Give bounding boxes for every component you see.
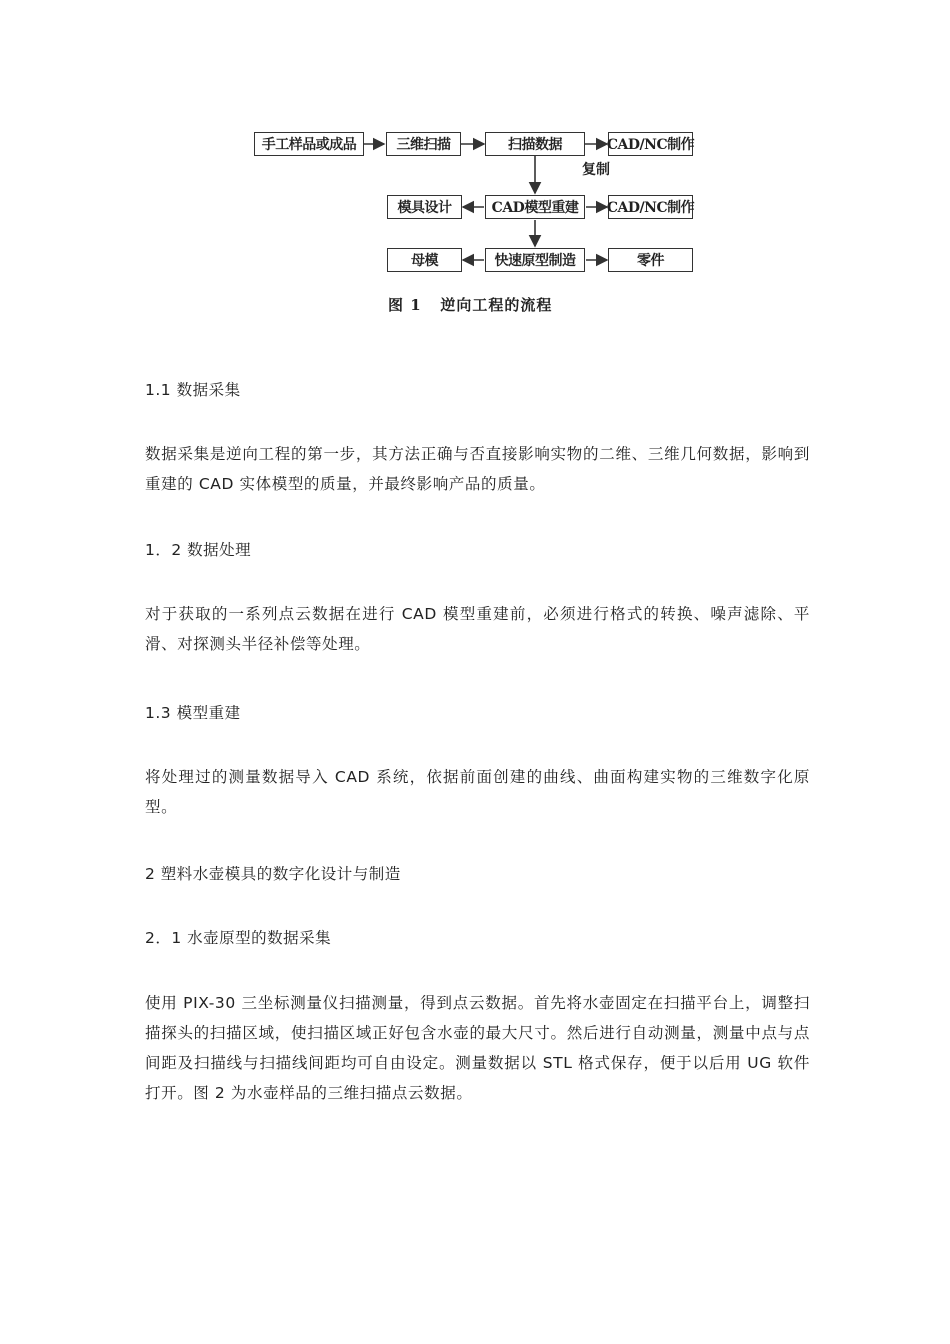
node-cad-rebuild: CAD模型重建	[485, 195, 585, 219]
heading-1-3: 1.3 模型重建	[145, 704, 241, 722]
node-cadnc-top: CAD/NC制作	[608, 132, 693, 156]
heading-1-1: 1.1 数据采集	[145, 381, 241, 399]
flowchart-arrows	[0, 0, 950, 330]
paragraph-kettle-data-collection: 使用 PIX-30 三坐标测量仪扫描测量，得到点云数据。首先将水壶固定在扫描平台上，调整扫描探头的扫描区域，使扫描区域正好包含水壶的最大尺寸。然后进行自动测量，测量中点与点间距及扫描线与扫描线间距均可自由设定。测量数据以 STL 格式保存，便于以后用 UG 软件打开。图 2 为水壶样品的三维扫描点云数据。	[145, 994, 810, 1102]
node-mold-design: 模具设计	[387, 195, 462, 219]
figure-caption: 图 1 逆向工程的流程	[388, 296, 553, 314]
node-3d-scan: 三维扫描	[386, 132, 461, 156]
heading-2-1: 2．1 水壶原型的数据采集	[145, 929, 332, 947]
node-cadnc-mid: CAD/NC制作	[608, 195, 693, 219]
node-handmade-sample: 手工样品或成品	[254, 132, 364, 156]
paragraph-data-processing: 对于获取的一系列点云数据在进行 CAD 模型重建前，必须进行格式的转换、噪声滤除、平滑、对探测头半径补偿等处理。	[145, 605, 810, 653]
edge-label-copy: 复制	[582, 162, 610, 178]
node-master-mold: 母模	[387, 248, 462, 272]
heading-1-2: 1．2 数据处理	[145, 541, 252, 559]
node-parts: 零件	[608, 248, 693, 272]
node-rapid-prototype: 快速原型制造	[485, 248, 585, 272]
paragraph-model-rebuild: 将处理过的测量数据导入 CAD 系统，依据前面创建的曲线、曲面构建实物的三维数字化原型。	[145, 768, 810, 816]
paragraph-data-collection: 数据采集是逆向工程的第一步，其方法正确与否直接影响实物的二维、三维几何数据，影响到重建的 CAD 实体模型的质量，并最终影响产品的质量。	[145, 445, 810, 493]
heading-2: 2 塑料水壶模具的数字化设计与制造	[145, 865, 401, 883]
reverse-engineering-flowchart	[0, 0, 950, 330]
node-scan-data: 扫描数据	[485, 132, 585, 156]
